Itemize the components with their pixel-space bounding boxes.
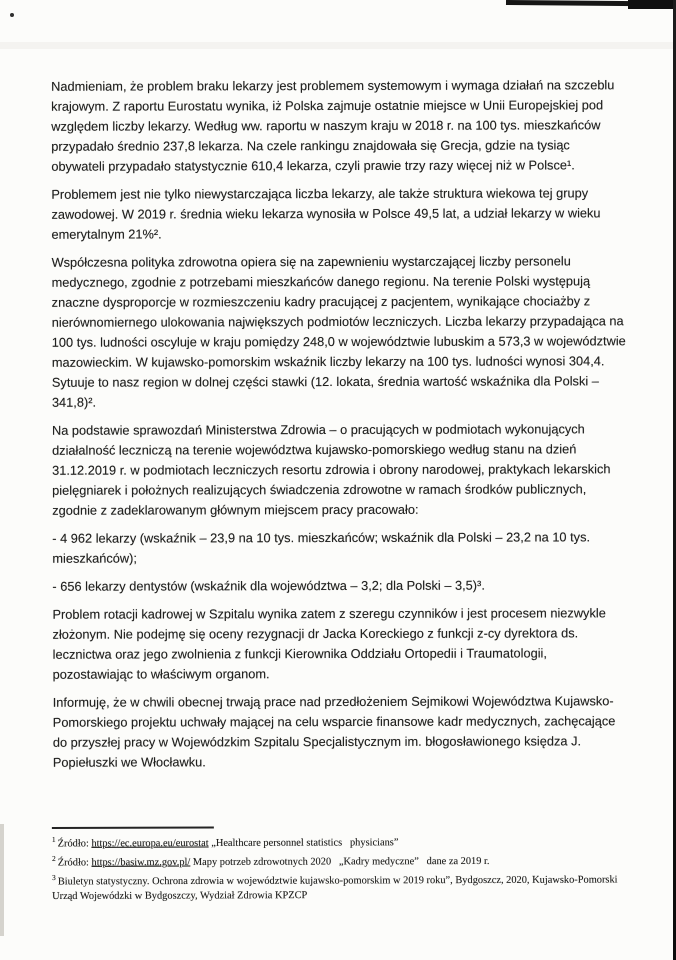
paragraph-doctor-shortage: Nadmieniam, że problem braku lekarzy jest problemem systemowym i wymaga działań na szczeblu krajowym. Z raportu Eurostatu wynika, iż Polska zajmuje ostatnie miejsce w Unii Europejskiej pod względem liczby lekarzy. Według ww. raportu w naszym kraju w 2018 r. na 100 tys. mieszkańców przypadało średnio 237,8 lekarza. Na czele rankingu znajdowała się Grecja, gdzie na tysiąc obywateli przypadało statystycznie 610,4 lekarza, czyli prawie trzy razy więcej niż w Polsce¹. (51, 77, 615, 174)
list-item-dentists-count: - 656 lekarzy dentystów (wskaźnik dla województwa – 3,2; dla Polski – 3,5)³. (52, 577, 485, 594)
scan-corner-artifact (628, 0, 676, 9)
footnotes-section (52, 825, 630, 904)
footnote-text: Źródło: (57, 857, 92, 869)
footnote-text: „Healthcare personnel statistics physicians” (208, 837, 399, 849)
footnote-text: Mapy potrzeb zdrowotnych 2020 „Kadry medyczne” dane za 2019 r. (190, 855, 490, 868)
footnote-marker: 1 (51, 834, 56, 845)
paragraph-ministry-reports: Na podstawie sprawozdań Ministerstwa Zdrowia – o pracujących w podmiotach wykonujących działalność leczniczą na terenie województwa kujawsko-pomorskiego według stanu na dzień 31.12.2019 r. w podmiotach leczniczych resortu zdrowia i obrony narodowej, praktykach lekarskich pielęgniarek i położnych realizujących świadczenia zdrowotne w ramach środków publicznych, zgodnie z zadeklarowanym głównym miejscem pracy pracowało: (51, 421, 611, 518)
paragraph-age-structure: Problemem jest nie tylko niewystarczająca liczba lekarzy, ale także struktura wiekowa tej grupy zawodowej. W 2019 r. średnia wieku lekarza wynosiła w Polsce 49,5 lat, a udział lekarzy w wieku emerytalnym 21%². (51, 185, 601, 242)
footnote-separator (52, 826, 214, 829)
list-item-doctors-count: - 4 962 lekarzy (wskaźnik – 23,9 na 10 tys. mieszkańców; wskaźnik dla Polski – 23,2 na 10 tys. mieszkańców); (52, 529, 591, 566)
ink-dot-artifact (10, 13, 14, 17)
footnote-link-eurostat: https://ec.europa.eu/eurostat (91, 837, 209, 850)
footnote-marker: 2 (51, 853, 56, 863)
letter-body (51, 75, 627, 781)
paragraph-staff-rotation: Problem rotacji kadrowej w Szpitalu wynika zatem z szeregu czynników i jest procesem niezwykle złożonym. Nie podejmę się oceny rezygnacji dr Jacka Koreckiego z funkcji z-cy dyrektora ds. lecznictwa oraz jego zwolnienia z funkcji Kierownika Oddziału Ortopedii i Traumatologii, pozostawiając to właściwym organom. (52, 605, 606, 682)
footnote-link-basiw: https://basiw.mz.gov.pl/ (91, 856, 191, 869)
footnote-marker: 3 (52, 872, 56, 882)
scan-band-artifact (0, 42, 676, 49)
footnote-3 (52, 869, 630, 904)
footnote-text: Biuletyn statystyczny. Ochrona zdrowia w województwie kujawsko-pomorskim w 2019 roku”, Bydgoszcz, 2020, Kujawsko-Pomorski Urząd Wojewódzki w Bydgoszczy, Wydział Zdrowia KPZCP (52, 874, 618, 902)
footnote-2 (52, 850, 630, 871)
scan-smudge-artifact (0, 824, 4, 936)
footnote-1 (52, 831, 630, 852)
paragraph-financial-support: Informuję, że w chwili obecnej trwają prace nad przedłożeniem Sejmikowi Województwa Kujawsko-Pomorskiego projektu uchwały mającej na celu wsparcie finansowe kadr medycznych, zachęcające do przyszłej pracy w Wojewódzkim Szpitalu Specjalistycznym im. błogosławionego księdza J. Popiełuszki we Włocławku. (52, 693, 616, 770)
footnote-text: Źródło: (57, 838, 92, 850)
paragraph-regional-disparities: Współczesna polityka zdrowotna opiera się na zapewnieniu wystarczającej liczby personelu medycznego, zgodnie z potrzebami mieszkańców danego regionu. Na terenie Polski występują znaczne dysproporcje w rozmieszczeniu kadry pracującej z pacjentem, wynikające chociażby z nierównomiernego ulokowania największych podmiotów leczniczych. Liczba lekarzy przypadająca na 100 tys. ludności oscyluje w kraju pomiędzy 248,0 w województwie lubuskim a 573,3 w województwie mazowieckim. W kujawsko-pomorskim wskaźnik liczby lekarzy na 100 tys. ludności wynosi 304,4. Sytuuje to nasz region w dolnej części stawki (12. lokata, średnia wartość wskaźnika dla Polski – 341,8)². (51, 253, 626, 410)
